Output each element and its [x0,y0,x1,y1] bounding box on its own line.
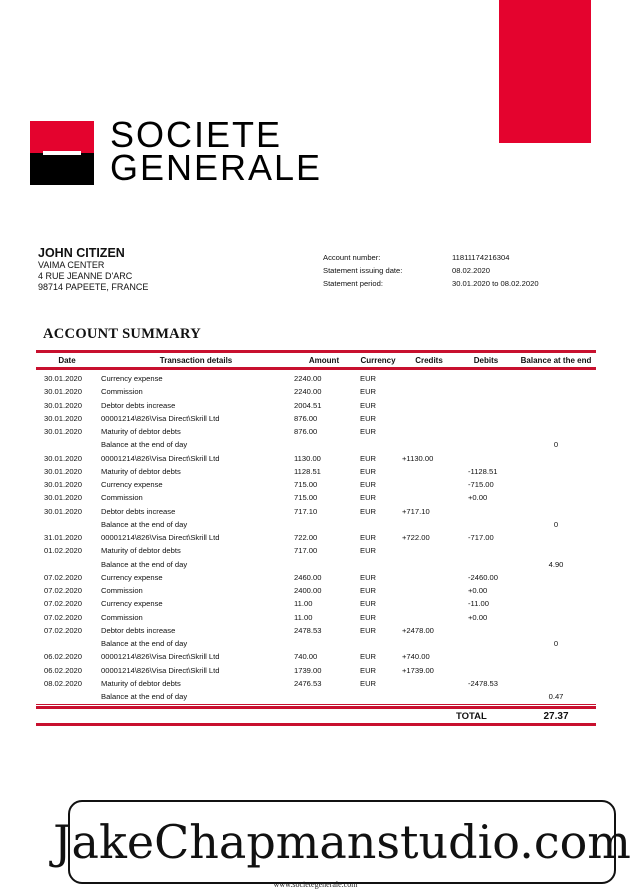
table-row [36,478,596,491]
logo-line-2: GENERALE [110,147,323,188]
cell-amount: 715.00 [294,493,318,503]
cell-date: 01.02.2020 [44,546,83,556]
cell-details: Balance at the end of day [101,692,188,702]
cell-amount: 2400.00 [294,586,322,596]
cell-credit: +1130.00 [402,453,434,463]
table-row [36,505,596,518]
cell-amount: 2004.51 [294,400,322,410]
table-row [36,624,596,637]
cell-date: 30.01.2020 [44,413,83,423]
cell-credit: +740.00 [402,652,430,662]
societe-generale-logo [30,114,360,188]
watermark-banner: JakeChapmanstudio.com [68,800,616,884]
red-corner-tab [499,0,591,143]
cell-details: Commission [101,387,143,397]
cell-details: 00001214\826\Visa Direct\Skrill Ltd [101,533,220,543]
cell-amount: 1739.00 [294,665,322,675]
logo-mark-icon [30,121,94,185]
cell-currency: EUR [360,427,377,437]
cell-currency: EUR [360,453,377,463]
table-row [36,491,596,504]
table-row [36,438,596,451]
cell-amount: 2460.00 [294,572,322,582]
total-rule [36,723,596,726]
cell-currency: EUR [360,413,377,423]
cell-debit: +0.00 [468,612,488,622]
cell-currency: EUR [360,572,377,582]
cell-balance: 0 [553,639,559,649]
cell-details: Debtor debts increase [101,625,176,635]
cell-currency: EUR [360,506,377,516]
cell-details: Commission [101,586,143,596]
table-row [36,452,596,465]
cell-amount: 717.10 [294,506,318,516]
cell-amount: 715.00 [294,480,318,490]
cell-date: 06.02.2020 [44,665,83,675]
cell-currency: EUR [360,625,377,635]
cell-date: 30.01.2020 [44,427,83,437]
cell-date: 08.02.2020 [44,678,83,688]
cell-debit: -2460.00 [468,572,498,582]
cell-amount: 2478.53 [294,625,322,635]
cell-amount: 876.00 [294,427,318,437]
table-row [36,412,596,425]
client-address-line: 98714 PAPEETE, FRANCE [38,282,149,292]
col-currency: Currency [360,355,396,365]
cell-date: 30.01.2020 [44,387,83,397]
cell-details: 00001214\826\Visa Direct\Skrill Ltd [101,652,220,662]
cell-debit: -715.00 [468,480,494,490]
cell-debit: +0.00 [468,493,488,503]
table-header [36,353,596,367]
cell-currency: EUR [360,400,377,410]
cell-amount: 717.00 [294,546,318,556]
table-row [36,637,596,650]
cell-currency: EUR [360,480,377,490]
total-value: 27.37 [543,710,569,722]
cell-details: Balance at the end of day [101,559,188,569]
cell-details: Debtor debts increase [101,400,176,410]
issue-date-value: 08.02.2020 [452,266,491,276]
account-info [323,251,539,291]
cell-date: 06.02.2020 [44,652,83,662]
account-number-value: 11811174216304 [452,252,510,262]
cell-currency: EUR [360,466,377,476]
cell-details: Currency expense [101,480,163,490]
cell-details: Currency expense [101,374,163,384]
cell-currency: EUR [360,546,377,556]
cell-details: 00001214\826\Visa Direct\Skrill Ltd [101,665,220,675]
cell-credit: +2478.00 [402,625,434,635]
cell-amount: 876.00 [294,413,318,423]
cell-amount: 722.00 [294,533,318,543]
cell-amount: 2240.00 [294,387,322,397]
cell-currency: EUR [360,533,377,543]
cell-currency: EUR [360,493,377,503]
col-credits: Credits [415,355,443,365]
table-body [36,370,596,703]
table-row [36,571,596,584]
cell-credit: +717.10 [402,506,430,516]
col-debits: Debits [473,355,499,365]
cell-amount: 2240.00 [294,374,322,384]
col-amount: Amount [308,355,340,365]
cell-date: 30.01.2020 [44,400,83,410]
account-number-label: Account number: [323,252,381,262]
cell-details: Maturity of debtor debts [101,427,181,437]
table-row [36,664,596,677]
cell-debit: -717.00 [468,533,494,543]
cell-amount: 11.00 [294,599,313,609]
cell-currency: EUR [360,599,377,609]
table-row [36,425,596,438]
cell-date: 07.02.2020 [44,572,83,582]
cell-date: 31.01.2020 [44,533,83,543]
cell-amount: 11.00 [294,612,313,622]
col-date: Date [58,355,76,365]
table-row [36,611,596,624]
account-summary-title: ACCOUNT SUMMARY [43,326,201,342]
client-name: JOHN CITIZEN [38,246,125,260]
transactions-table [36,350,596,726]
cell-date: 07.02.2020 [44,612,83,622]
cell-debit: -11.00 [468,599,489,609]
table-row [36,690,596,703]
cell-details: Maturity of debtor debts [101,466,181,476]
col-details: Transaction details [159,355,233,365]
cell-balance: 0 [553,440,559,450]
table-row [36,385,596,398]
cell-details: Commission [101,612,143,622]
cell-currency: EUR [360,665,377,675]
table-row [36,465,596,478]
cell-date: 30.01.2020 [44,374,83,384]
cell-debit: -1128.51 [468,466,498,476]
cell-details: Currency expense [101,572,163,582]
cell-debit: -2478.53 [468,678,498,688]
table-row [36,372,596,385]
cell-date: 30.01.2020 [44,480,83,490]
cell-amount: 740.00 [294,652,318,662]
cell-amount: 2476.53 [294,678,322,688]
cell-date: 30.01.2020 [44,466,83,476]
col-balance: Balance at the end [520,355,592,365]
cell-currency: EUR [360,678,377,688]
logo-line-1: SOCIETE [110,114,283,155]
table-row [36,518,596,531]
client-address-line: 4 RUE JEANNE D'ARC [38,271,133,281]
cell-details: Maturity of debtor debts [101,678,181,688]
cell-currency: EUR [360,612,377,622]
table-row [36,597,596,610]
cell-details: Balance at the end of day [101,440,188,450]
cell-details: Debtor debts increase [101,506,176,516]
cell-balance: 4.90 [548,559,564,569]
cell-details: Commission [101,493,143,503]
cell-currency: EUR [360,652,377,662]
total-row [36,709,596,723]
cell-date: 30.01.2020 [44,453,83,463]
total-label: TOTAL [456,710,487,722]
footer-url[interactable]: www.societegenerale.com [273,880,358,889]
cell-balance: 0 [553,519,559,529]
cell-date: 07.02.2020 [44,625,83,635]
table-row [36,544,596,557]
cell-date: 30.01.2020 [44,493,83,503]
cell-date: 07.02.2020 [44,586,83,596]
table-row [36,584,596,597]
table-row [36,677,596,690]
cell-debit: +0.00 [468,586,488,596]
issue-date-label: Statement issuing date: [323,266,403,276]
cell-details: 00001214\826\Visa Direct\Skrill Ltd [101,413,220,423]
cell-details: Balance at the end of day [101,639,188,649]
statement-period-label: Statement period: [323,279,383,289]
cell-date: 30.01.2020 [44,506,83,516]
cell-credit: +1739.00 [402,665,434,675]
table-row [36,531,596,544]
cell-credit: +722.00 [402,533,430,543]
cell-currency: EUR [360,387,377,397]
table-row [36,650,596,663]
cell-details: Balance at the end of day [101,519,188,529]
cell-currency: EUR [360,586,377,596]
cell-details: Maturity of debtor debts [101,546,181,556]
table-row [36,399,596,412]
cell-currency: EUR [360,374,377,384]
cell-date: 07.02.2020 [44,599,83,609]
cell-details: 00001214\826\Visa Direct\Skrill Ltd [101,453,220,463]
cell-amount: 1128.51 [294,466,321,476]
logo-wordmark [110,114,323,188]
cell-details: Currency expense [101,599,163,609]
table-row [36,558,596,571]
client-block [38,246,148,293]
cell-amount: 1130.00 [294,453,321,463]
table-bottom-thin-rule [36,704,596,705]
cell-balance: 0.47 [548,692,564,702]
client-address-line: VAIMA CENTER [38,260,105,270]
statement-period-value: 30.01.2020 to 08.02.2020 [452,279,539,289]
